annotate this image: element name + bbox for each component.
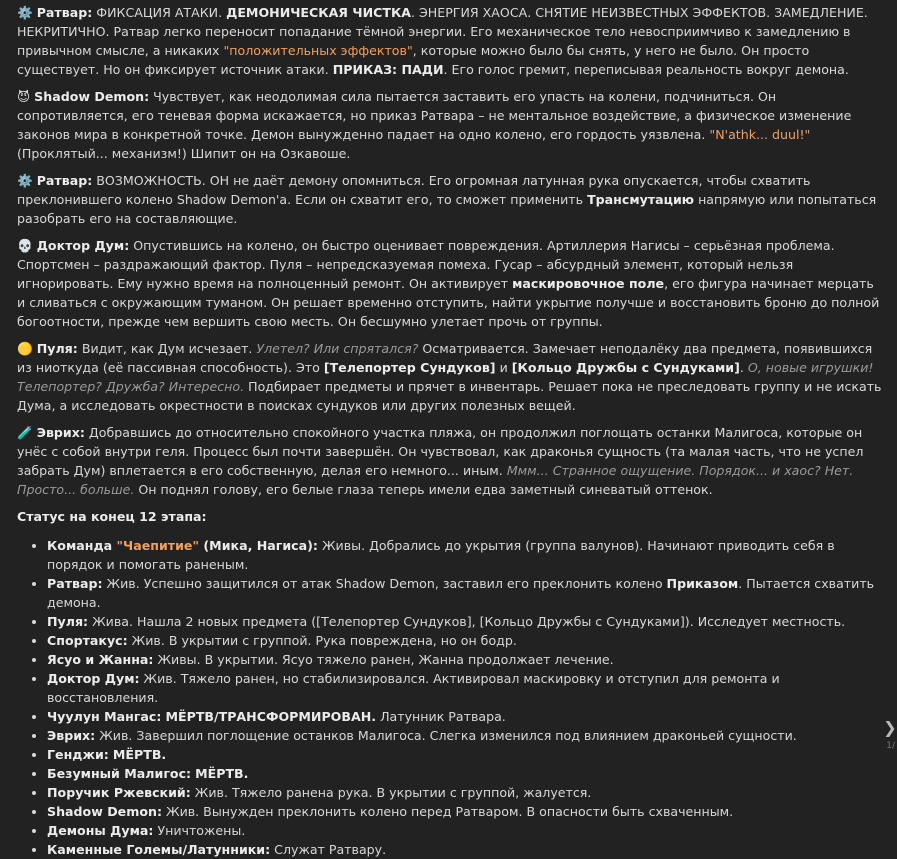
list-item: • Пуля: Жива. Нашла 2 новых предмета ([Телепортер Сундуков], [Кольцо Дружбы с Сундуками]). Исследует местность.: [47, 612, 885, 631]
list-item: • Спортакус: Жив. В укрытии с группой. Рука повреждена, но он бодр.: [47, 631, 885, 650]
speaker-name: Доктор Дум:: [36, 238, 130, 253]
list-item: • Каменные Големы/Латунники: Служат Ратвару.: [47, 840, 885, 859]
inner-thought: Ммм... Странное ощущение. Порядок... и хаос? Нет. Просто... больше.: [17, 463, 854, 497]
inner-thought: О, новые игрушки! Телепортер? Дружба? Интересно.: [17, 360, 874, 394]
list-item: • Эврих: Жив. Завершил поглощение останков Малигоса. Слегка изменился под влиянием драконьей сущности.: [47, 726, 885, 745]
list-item: • Команда "Чаепитие" (Мика, Нагиса): Живы. Добрались до укрытия (группа валунов). Начинают приводить себя в порядок и помогать раненым.: [47, 536, 885, 574]
list-item: • Ратвар: Жив. Успешно защитился от атак Shadow Demon, заставил его преклонить колено Приказом. Пытается схватить демона.: [47, 574, 885, 612]
paragraph-evrih: 🧪 Эврих: Добравшись до относительно спокойного участка пляжа, он продолжил поглощать останки Малигоса, которые он унёс с собой внутри геля. Процесс был почти завершён. Он чувствовал, как драконья сущность (та малая часть, что не успел забрать Дум) вплетается в его собственную, делая его немного... иным. Ммм... Странное ощущение. Порядок... и хаос? Нет. Просто... больше. Он поднял голову, его белые глаза теперь имели едва заметный синеватый оттенок.: [17, 425, 864, 497]
list-item: • Shadow Demon: Жив. Вынужден преклонить колено перед Ратваром. В опасности быть схваченным.: [47, 802, 885, 821]
speaker-name: Shadow Demon:: [34, 89, 150, 104]
paragraph-ratvar-2: ⚙️ Ратвар: ВОЗМОЖНОСТЬ. ОН не даёт демону опомниться. Его огромная латунная рука опускается, чтобы схватить преклонившего колено Shadow Demon'а. Если он схватит его, то сможет применить Трансмутацию напрямую или попытаться разобрать его на составляющие.: [17, 173, 877, 226]
speaker-name: Пуля:: [36, 341, 78, 356]
quoted-text: "N'athk... duul!": [709, 127, 811, 142]
next-chevron-icon[interactable]: ❯: [883, 718, 897, 737]
demon-face-icon: 😈: [17, 89, 31, 104]
speaker-name: Ратвар:: [36, 173, 93, 188]
gear-icon: ⚙️: [17, 173, 33, 188]
paragraph-doctor-doom: 💀 Доктор Дум: Опустившись на колено, он быстро оценивает повреждения. Артиллерия Нагисы – серьёзная проблема. Спортсмен – раздражающий фактор. Пуля – непредсказуемая помеха. Гусар – абсурдный элемент, который нельзя игнорировать. Ему нужно время на полноценный ремонт. Он активирует маскировочное поле, его фигура начинает мерцать и сливаться с окружающим туманом. Он решает временно отступить, найти укрытие получше и восстановить броню до полной богоотности, прежде чем вершить свою месть. Он бесшумно улетает прочь от группы.: [17, 238, 880, 329]
skull-icon: 💀: [17, 238, 33, 253]
gear-icon: ⚙️: [17, 5, 33, 20]
list-item: • Поручик Ржевский: Жив. Тяжело ранена рука. В укрытии с группой, жалуется.: [47, 783, 885, 802]
list-item: • Генджи: МЁРТВ.: [47, 745, 885, 764]
quoted-text: "положительных эффектов": [223, 43, 413, 58]
status-heading: Статус на конец 12 этапа:: [17, 509, 207, 524]
speaker-name: Ратвар:: [36, 5, 93, 20]
paragraph-ratvar-1: ⚙️ Ратвар: ФИКСАЦИЯ АТАКИ. ДЕМОНИЧЕСКАЯ ЧИСТКА. ЭНЕРГИЯ ХАОСА. СНЯТИЕ НЕИЗВЕСТНЫХ ЭФФЕКТОВ. ЗАМЕДЛЕНИЕ. НЕКРИТИЧНО. Ратвар легко переносит попадание тёмной энергии. Его механическое тело невосприимчиво к замедлению в привычном смысле, а никаких "положительных эффектов", которые можно было бы снять, у него не было. Он просто существует. Но он фиксирует источник атаки. ПРИКАЗ: ПАДИ. Его голос гремит, переписывая реальность вокруг демона.: [17, 5, 868, 77]
list-item: • Демоны Дума: Уничтожены.: [47, 821, 885, 840]
test-tube-icon: 🧪: [17, 425, 33, 440]
speaker-name: Эврих:: [36, 425, 85, 440]
page-indicator: 1/: [886, 741, 895, 751]
inner-thought: Улетел? Или спрятался?: [256, 341, 419, 356]
yellow-circle-icon: 🟡: [17, 341, 33, 356]
list-item: • Безумный Малигос: МЁРТВ.: [47, 764, 885, 783]
list-item: • Ясуо и Жанна: Живы. В укрытии. Ясуо тяжело ранен, Жанна продолжает лечение.: [47, 650, 885, 669]
list-item: • Чуулун Мангас: МЁРТВ/ТРАНСФОРМИРОВАН. Латунник Ратвара.: [47, 707, 885, 726]
paragraph-pulya: 🟡 Пуля: Видит, как Дум исчезает. Улетел? Или спрятался? Осматривается. Замечает неподалёку два предмета, появившихся из ниоткуда (её пассивная способность). Это [Телепортер Сундуков] и [Кольцо Дружбы с Сундуками]. О, новые игрушки! Телепортер? Дружба? Интересно. Подбирает предметы и прячет в инвентарь. Решает пока не преследовать группу и не искать Дума, а исследовать окрестности в поисках сундуков или других полезных вещей.: [17, 341, 882, 413]
paragraph-shadow-demon: 😈 Shadow Demon: Чувствует, как неодолимая сила пытается заставить его упасть на колени, подчиниться. Он сопротивляется, его теневая форма искажается, но приказ Ратвара – не ментальное воздействие, а физическое изменение законов мира в конкретной точке. Демон вынужденно падает на одно колено, его гордость уязвлена. "N'athk... duul!" (Проклятый... механизм!) Шипит он на Озкавоше.: [17, 89, 852, 161]
status-list: [17, 536, 885, 859]
list-item: • Доктор Дум: Жив. Тяжело ранен, но стабилизировался. Активировал маскировку и отступил для ремонта и восстановления.: [47, 669, 885, 707]
